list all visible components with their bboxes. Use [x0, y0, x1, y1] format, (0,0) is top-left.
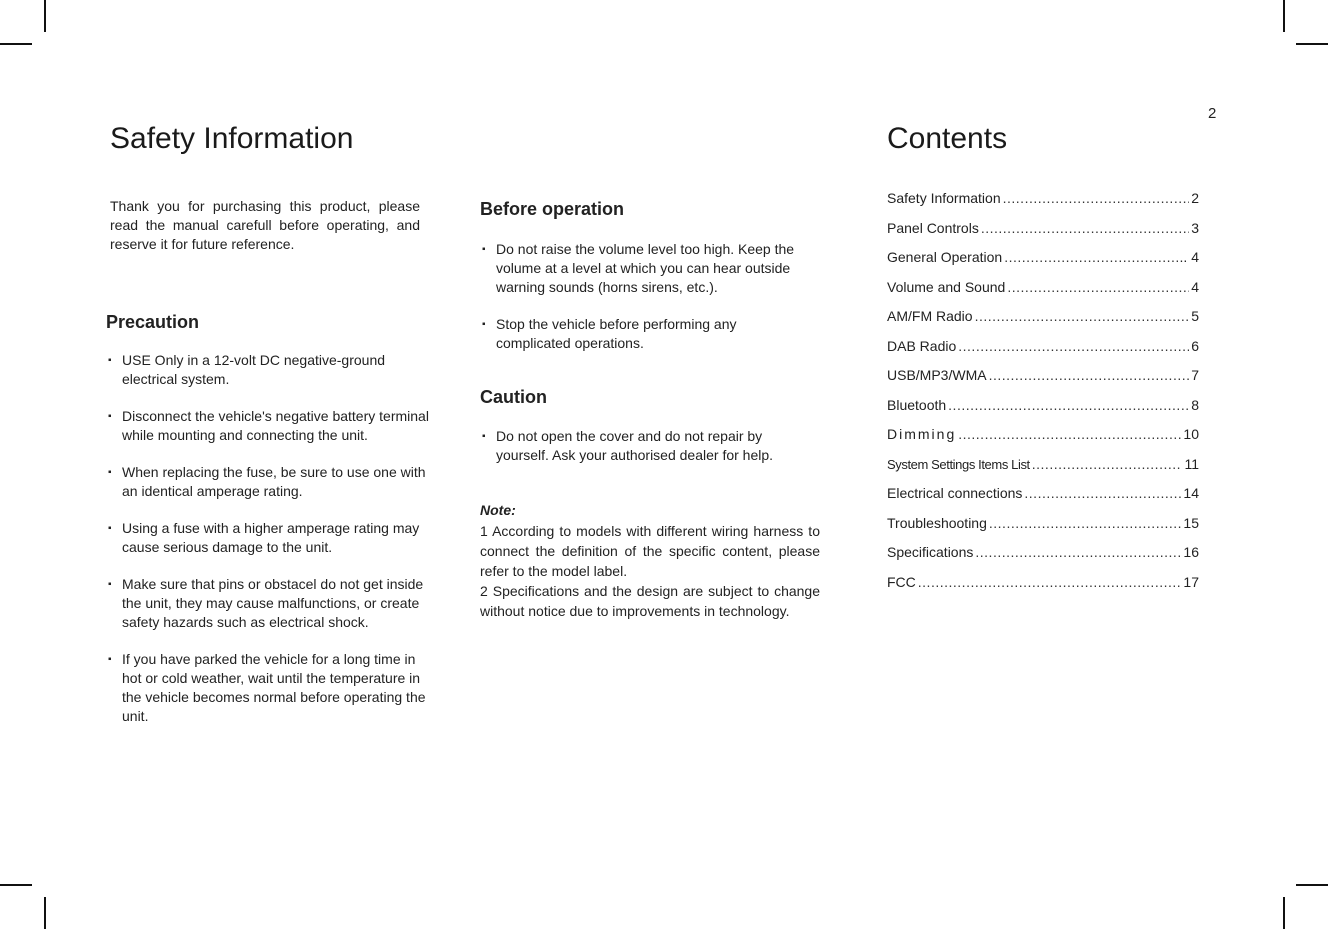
list-item: ▪ If you have parked the vehicle for a long time in hot or cold weather, wait until the temperature in the vehicle becomes normal before operating the unit. [108, 651, 426, 724]
toc-entry[interactable]: Specifications ..... 16 [887, 544, 1199, 574]
table-of-contents [887, 190, 1199, 603]
list-item: ▪ Disconnect the vehicle's negative battery terminal while mounting and connecting the unit. [108, 408, 429, 443]
toc-entry[interactable]: Dimming ..... 10 [887, 426, 1199, 456]
note-line: 1 According to models with different wiring harness to connect the definition of the specific content, please refer to the model label. [480, 523, 820, 579]
toc-leader [918, 574, 1182, 590]
toc-leader [981, 220, 1189, 236]
caution-heading: Caution [480, 387, 547, 407]
before-operation-list [480, 240, 815, 371]
toc-leader [1003, 190, 1190, 206]
list-item: ▪ Do not raise the volume level too high. Keep the volume at a level at which you can hear outside warning sounds (horns sirens, etc.). [482, 241, 795, 295]
toc-entry[interactable]: System Settings Items List ..... 11 [887, 456, 1199, 486]
bullet-icon: ▪ [482, 319, 486, 330]
bullet-icon: ▪ [482, 431, 486, 442]
toc-leader [948, 397, 1189, 413]
crop-mark [1296, 43, 1328, 45]
precaution-heading: Precaution [106, 312, 200, 332]
intro-paragraph: Thank you for purchasing this product, please read the manual carefull before operating, and reserve it for future reference. [110, 198, 420, 252]
list-item: ▪ Make sure that pins or obstacel do not get inside the unit, they may cause malfunctions, or create safety hazards such as electrical shock. [108, 576, 424, 630]
list-item: ▪ Using a fuse with a higher amperage rating may cause serious damage to the unit. [108, 520, 420, 555]
note-label: Note: [480, 502, 516, 518]
before-operation-heading: Before operation [480, 199, 625, 219]
crop-mark [0, 884, 32, 886]
toc-entry[interactable]: FCC ..... 17 [887, 574, 1199, 604]
crop-mark [1283, 0, 1285, 32]
toc-leader [989, 515, 1182, 531]
bullet-icon: ▪ [108, 467, 112, 478]
toc-entry[interactable]: AM/FM Radio ..... 5 [887, 308, 1199, 338]
bullet-icon: ▪ [108, 411, 112, 422]
page-number: 2 [1208, 105, 1217, 122]
toc-leader [958, 338, 1189, 354]
list-item: ▪ Stop the vehicle before performing any complicated operations. [482, 316, 737, 351]
bullet-icon: ▪ [108, 355, 112, 366]
crop-mark [44, 897, 46, 929]
bullet-icon: ▪ [108, 654, 112, 665]
toc-leader [1024, 485, 1181, 501]
bullet-icon: ▪ [482, 244, 486, 255]
contents-title: Contents [887, 122, 1008, 155]
crop-mark [0, 43, 32, 45]
toc-entry[interactable]: DAB Radio ..... 6 [887, 338, 1199, 368]
toc-leader [1007, 279, 1189, 295]
crop-mark [44, 0, 46, 32]
note-line: 2 Specifications and the design are subject to change without notice due to improvements in technology. [480, 583, 820, 619]
crop-mark [1283, 897, 1285, 929]
list-item: ▪ Do not open the cover and do not repair by yourself. Ask your authorised dealer for help. [482, 428, 774, 463]
toc-leader [1032, 456, 1183, 472]
safety-information-title: Safety Information [110, 122, 354, 155]
note-text [480, 521, 820, 621]
list-item: ▪ USE Only in a 12-volt DC negative-ground electrical system. [108, 352, 386, 387]
list-item: ▪ When replacing the fuse, be sure to use one with an identical amperage rating. [108, 464, 426, 499]
toc-entry[interactable]: Panel Controls ..... 3 [887, 220, 1199, 250]
toc-entry[interactable]: Volume and Sound ..... 4 [887, 279, 1199, 309]
toc-entry[interactable]: Bluetooth ..... 8 [887, 397, 1199, 427]
bullet-icon: ▪ [108, 579, 112, 590]
caution-list [480, 427, 815, 483]
toc-entry[interactable]: Electrical connections ..... 14 [887, 485, 1199, 515]
bullet-icon: ▪ [108, 523, 112, 534]
toc-leader [989, 367, 1190, 383]
crop-mark [1296, 884, 1328, 886]
precaution-list [106, 351, 436, 744]
toc-entry[interactable]: USB/MP3/WMA ..... 7 [887, 367, 1199, 397]
toc-leader [1004, 249, 1177, 265]
toc-entry[interactable]: General Operation ..... .. 4 [887, 249, 1199, 279]
toc-leader [958, 426, 1181, 442]
toc-entry[interactable]: Troubleshooting ..... 15 [887, 515, 1199, 545]
toc-entry[interactable]: Safety Information ..... 2 [887, 190, 1199, 220]
toc-leader [975, 544, 1181, 560]
toc-leader [975, 308, 1190, 324]
